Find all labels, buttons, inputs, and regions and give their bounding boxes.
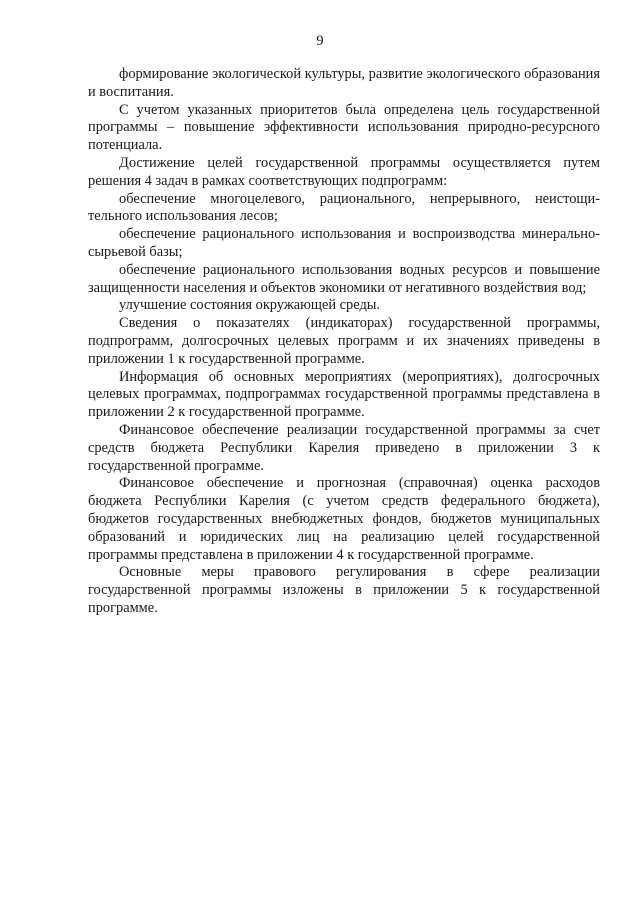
- paragraph-indicators: Сведения о показателях (индикаторах) государственной программы, подпрограмм, долгосрочных целевых программ и их значениях приведены в приложении 1 к государственной программе.: [88, 315, 600, 367]
- list-item-forests: обеспечение многоцелевого, рационального, непрерывного, неистощительного использования лесов;: [88, 190, 600, 225]
- list-item-environment: улучшение состояния окружающей среды.: [119, 297, 381, 314]
- paragraph-forecast-funding: Финансовое обеспечение и прогнозная (справочная) оценка расходов бюджета Республики Карелия (с учетом средств федерального бюджета), бюджетов государственных внебюджетных фондов, бюджетов муниципальных образований и юридических лиц на реализацию целей государственной программы представлена в приложении 4 к государственной программе.: [88, 475, 600, 563]
- paragraph-culture-continuation: формирование экологической культуры, развитие экологического образования и воспитания.: [88, 66, 600, 100]
- page-number: 9: [316, 33, 324, 49]
- paragraph-measures: Информация об основных мероприятиях (мероприятиях), долгосрочных целевых программах, подпрограммах государственной программы представлена в приложении 2 к государственной программе.: [88, 368, 600, 421]
- document-body: [88, 66, 600, 618]
- list-item-minerals: обеспечение рационального использования и воспроизводства минерально-сырьевой базы;: [88, 226, 600, 260]
- paragraph-program-goal: С учетом указанных приоритетов была определена цель государственной программы – повышение эффективности использования природно-ресурсного потенциала.: [88, 101, 600, 154]
- paragraph-tasks-intro: Достижение целей государственной программы осуществляется путем решения 4 задач в рамках соответствующих подпрограмм:: [88, 154, 600, 189]
- list-item-water: обеспечение рационального использования водных ресурсов и повышение защищенности населения и объектов экономики от негативного воздействия вод;: [88, 261, 600, 296]
- paragraph-budget-funding: Финансовое обеспечение реализации государственной программы за счет средств бюджета Республики Карелия приведено в приложении 3 к государственной программе.: [88, 421, 600, 474]
- paragraph-legal-regulation: Основные меры правового регулирования в сфере реализации государственной программы изложены в приложении 5 к государственной программе.: [88, 564, 600, 616]
